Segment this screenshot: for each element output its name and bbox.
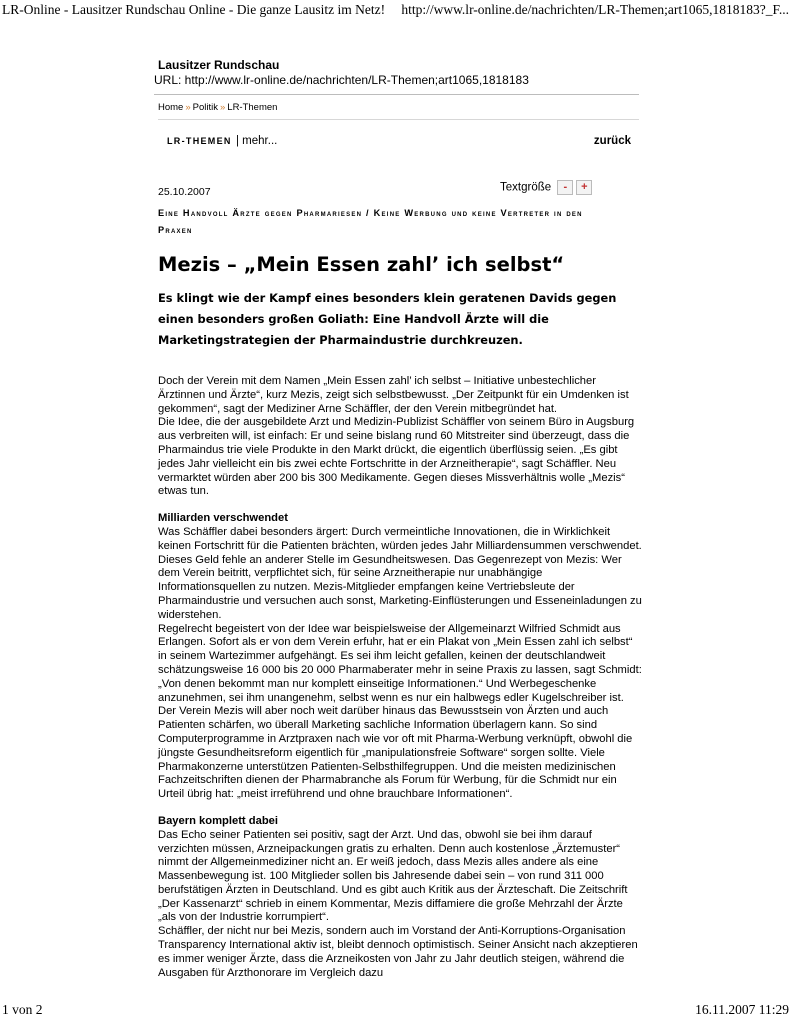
article-body: [158, 375, 642, 980]
paragraph: Schäffler, der nicht nur bei Mezis, sondern auch im Vorstand der Anti-Korruptions-Organisation Transparency International aktiv ist, bleibt dennoch optimistisch. Seiner Ansicht nach akzeptieren es immer weniger Ärzte, dass die Arzneikosten von Jahr zu Jahr deutlich steigen, während die Ausgaben für Arzthonorare im Vergleich dazu: [158, 925, 638, 979]
divider: [158, 119, 639, 120]
print-header-title: LR-Online - Lausitzer Rundschau Online - Die ganze Lausitz im Netz!: [2, 2, 386, 17]
site-url: URL: http://www.lr-online.de/nachrichten/LR-Themen;art1065,1818183: [154, 73, 529, 87]
print-footer: [0, 1002, 791, 1020]
breadcrumb-separator: »: [219, 102, 226, 113]
paragraph: Was Schäffler dabei besonders ärgert: Durch vermeintliche Innovationen, die in Wirklichkeit keinen Fortschritt für die Patienten brächten, würden jedes Jahr Milliardensummen verschwendet. Dieses Geld fehle an anderer Stelle im Gesundheitswesen. Das Gegenrezept von Mezis: Wer dem Verein beitritt, verpflichtet sich, für seine Arzneitherapie nur unabhängige Informationsquellen zu nutzen. Mezis-Mitglieder empfangen keine Vertriebsleute der Pharmaindustrie und versuchen auch sonst, Marketing-Einflüsterungen und Esseneinladungen zu widerstehen.: [158, 525, 642, 621]
paragraph: Der Verein Mezis will aber noch weit darüber hinaus das Bewusstsein von Ärzten und auch Patienten schärfen, wo überall Marketing sachliche Information überlagern kann. So sind Computerprogramme in Arztpraxen nach wie vor oft mit Pharma-Werbung verknüpft, obwohl die jüngste Gesundheitsreform eigentlich für „manipulationsfreie Software“ sorgen sollte. Viele Pharmakonzerne unterstützen Patienten-Selbsthilfegruppen. Und die meisten medizinischen Fachzeitschriften dienen der Pharmabranche als Forum für Werbung, für die Schmidt nur ein Urteil übrig hat: „meist irreführend und ohne brauchbare Informationen“.: [158, 705, 633, 801]
breadcrumb-separator: »: [185, 102, 191, 113]
paragraph: Regelrecht begeistert von der Idee war beispielsweise der Allgemeinarzt Wilfried Schmidt aus Erlangen. Sofort als er von dem Verein erfuhr, hat er ein Plakat von „Mein Essen zahl ich selbst“ in seinem Wartezimmer aufgehängt. Es sei ihm leicht gefallen, keinen der deutschlandweit schätzungsweise 16 000 bis 20 000 Pharmaberater mehr in seine Praxis zu lassen, sagt Schmidt: „Von denen bekommt man nur komplett einseitige Informationen.“ Und Werbegeschenke anzunehmen, sei ihm unangenehm, selbst wenn es nur ein halbwegs edler Kugelschreiber ist.: [158, 622, 642, 704]
more-link[interactable]: | mehr...: [236, 135, 278, 147]
section-bar: [158, 134, 639, 150]
section-heading: Bayern komplett dabei: [158, 814, 278, 827]
article-title: Mezis – „Mein Essen zahl’ ich selbst“: [158, 253, 565, 276]
breadcrumb: [158, 102, 639, 114]
page-number: 1 von 2: [2, 1002, 43, 1017]
article-lead: Es klingt wie der Kampf eines besonders klein geratenen Davids gegen einen besonders großen Goliath: Eine Handvoll Ärzte will die Marketingstrategien der Pharmaindustrie durchkreuzen.: [158, 291, 617, 347]
paragraph: Doch der Verein mit dem Namen „Mein Essen zahl’ ich selbst – Initiative unbestechlicher Ärztinnen und Ärzte“, kurz Mezis, zeigt sich selbstbewusst. „Der Zeitpunkt für ein Umdenken ist gekommen“, sagt der Mediziner Arne Schäffler, der den Verein mitbegründet hat.: [158, 375, 629, 415]
textsize-increase-button[interactable]: +: [576, 180, 592, 195]
section-heading: Milliarden verschwendet: [158, 512, 288, 525]
section-label: LR-THEMEN: [167, 136, 232, 146]
article-kicker: Eine Handvoll Ärzte gegen Pharmariesen / Keine Werbung und keine Vertreter in den Praxen: [158, 208, 583, 235]
textsize-control: [500, 180, 592, 195]
breadcrumb-politik[interactable]: Politik: [192, 102, 218, 113]
divider: [154, 94, 639, 95]
back-link[interactable]: zurück: [593, 135, 631, 147]
site-name: Lausitzer Rundschau: [158, 58, 280, 72]
print-header: [0, 2, 791, 20]
paragraph: Das Echo seiner Patienten sei positiv, sagt der Arzt. Und das, obwohl sie bei ihm darauf verzichten müssen, Arzneipackungen gratis zu erhalten. Denn auch kostenlose „Ärztemuster“ nimmt der Allgemeinmediziner nicht an. Er weiß jedoch, dass Mezis alles andere als eine Massenbewegung ist. 100 Mitglieder sollen bis Jahresende dabei sein – von rund 311 000 berufstätigen Ärzten in Deutschland. Und es gibt auch Kritik aus der Ärzteschaft. Die Zeitschrift „Der Kassenarzt“ schrieb in einem Kommentar, Mezis diffamiere die große Mehrzahl der Ärzte „als von der Industrie korrumpiert“.: [158, 828, 628, 924]
breadcrumb-lr-themen[interactable]: LR-Themen: [227, 102, 278, 113]
print-timestamp: 16.11.2007 11:29: [695, 1002, 789, 1017]
textsize-decrease-button[interactable]: -: [557, 180, 573, 195]
article-page: [154, 58, 642, 980]
article-date: 25.10.2007: [158, 186, 211, 198]
article-meta: [158, 180, 639, 200]
print-header-url: http://www.lr-online.de/nachrichten/LR-Themen;art1065,1818183?_F...: [401, 2, 789, 17]
textsize-label: Textgröße: [500, 181, 552, 194]
breadcrumb-home[interactable]: Home: [158, 102, 184, 113]
paragraph: Die Idee, die der ausgebildete Arzt und Medizin-Publizist Schäffler von seinem Büro in Augsburg aus verbreiten will, ist einfach: Er und seine bislang rund 60 Mitstreiter sind überzeugt, dass die Pharmaindus trie viele Produkte in den Markt drückt, die eigentlich überflüssig seien. „Es gibt jedes Jahr vielleicht ein bis zwei echte Fortschritte in der Arzneitherapie“, sagt Schäffler. Neu vermarktet würden aber 200 bis 300 Medikamente. Gegen dieses Missverhältnis wolle „Mezis“ etwas tun.: [158, 416, 635, 498]
